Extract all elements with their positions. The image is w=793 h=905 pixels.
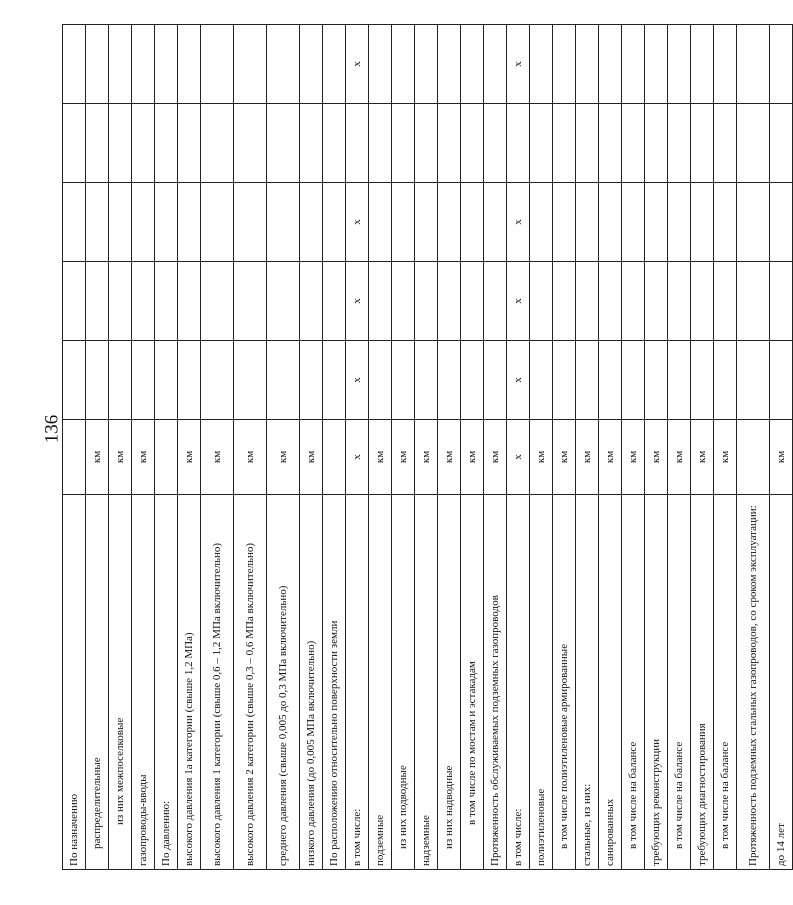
data-cell xyxy=(530,25,553,104)
data-cell xyxy=(369,183,392,262)
data-cell xyxy=(645,25,668,104)
data-cell xyxy=(201,104,234,183)
row-label: По назначению xyxy=(63,495,86,870)
data-cell xyxy=(599,183,622,262)
unit-cell: км xyxy=(530,420,553,495)
row-label: в том числе: xyxy=(346,495,369,870)
data-cell: х xyxy=(346,25,369,104)
data-cell xyxy=(507,104,530,183)
unit-cell: км xyxy=(109,420,132,495)
data-cell xyxy=(109,341,132,420)
data-cell xyxy=(178,25,201,104)
row-label: требующих реконструкции xyxy=(645,495,668,870)
data-cell: х xyxy=(346,341,369,420)
table-row xyxy=(691,25,714,870)
data-cell xyxy=(668,183,691,262)
row-label: санированных xyxy=(599,495,622,870)
unit-cell: км xyxy=(178,420,201,495)
data-cell xyxy=(86,183,109,262)
data-cell xyxy=(714,262,737,341)
data-cell xyxy=(599,104,622,183)
data-cell xyxy=(155,104,178,183)
data-cell xyxy=(668,25,691,104)
row-label: высокого давления 2 категории (свыше 0,3 – 0,6 МПа включительно) xyxy=(234,495,267,870)
data-cell xyxy=(178,183,201,262)
data-cell xyxy=(714,183,737,262)
row-label: среднего давления (свыше 0,005 до 0,3 МПа включительно) xyxy=(267,495,300,870)
row-label: Протяженность подземных стальных газопроводов, со сроком эксплуатации: xyxy=(737,495,770,870)
data-cell xyxy=(461,341,484,420)
unit-cell xyxy=(737,420,770,495)
table-row xyxy=(415,25,438,870)
data-cell xyxy=(691,341,714,420)
data-cell xyxy=(599,341,622,420)
data-cell xyxy=(323,104,346,183)
unit-cell: км xyxy=(461,420,484,495)
row-label: высокого давления 1а категории (свыше 1,2 МПа) xyxy=(178,495,201,870)
data-cell xyxy=(300,183,323,262)
table-row xyxy=(63,25,86,870)
data-cell xyxy=(234,25,267,104)
data-cell xyxy=(714,341,737,420)
data-cell xyxy=(234,104,267,183)
data-cell xyxy=(645,341,668,420)
row-label: из них надводные xyxy=(438,495,461,870)
data-cell xyxy=(132,262,155,341)
table-row xyxy=(234,25,267,870)
data-cell xyxy=(737,25,770,104)
unit-cell: км xyxy=(86,420,109,495)
data-cell xyxy=(415,104,438,183)
data-cell xyxy=(178,341,201,420)
row-label: По расположению относительно поверхности земли xyxy=(323,495,346,870)
data-cell xyxy=(86,262,109,341)
data-cell xyxy=(234,262,267,341)
data-cell xyxy=(461,262,484,341)
unit-cell xyxy=(63,420,86,495)
data-cell xyxy=(576,104,599,183)
data-cell xyxy=(599,25,622,104)
data-cell xyxy=(645,183,668,262)
table-row xyxy=(714,25,737,870)
row-label: требующих диагностирования xyxy=(691,495,714,870)
row-label: полиэтиленовые xyxy=(530,495,553,870)
unit-cell: км xyxy=(234,420,267,495)
table-row xyxy=(86,25,109,870)
data-cell xyxy=(63,25,86,104)
unit-cell: км xyxy=(201,420,234,495)
data-cell xyxy=(267,183,300,262)
data-cell xyxy=(392,262,415,341)
table-row xyxy=(323,25,346,870)
data-cell xyxy=(645,104,668,183)
row-label: в том числе на балансе xyxy=(668,495,691,870)
data-cell xyxy=(300,104,323,183)
data-cell xyxy=(369,341,392,420)
data-cell xyxy=(155,183,178,262)
data-cell xyxy=(369,25,392,104)
data-cell xyxy=(737,341,770,420)
data-cell xyxy=(323,183,346,262)
unit-cell: км xyxy=(668,420,691,495)
data-cell xyxy=(622,183,645,262)
data-cell xyxy=(737,183,770,262)
data-cell xyxy=(714,104,737,183)
data-cell xyxy=(622,341,645,420)
data-cell xyxy=(599,262,622,341)
data-cell xyxy=(323,25,346,104)
data-cell xyxy=(622,262,645,341)
table-row xyxy=(109,25,132,870)
unit-cell: км xyxy=(714,420,737,495)
data-cell xyxy=(438,262,461,341)
table-body xyxy=(63,25,793,870)
table-row xyxy=(346,25,369,870)
data-cell xyxy=(438,104,461,183)
data-cell xyxy=(484,183,507,262)
unit-cell: км xyxy=(622,420,645,495)
data-cell xyxy=(346,104,369,183)
data-cell xyxy=(415,341,438,420)
data-cell xyxy=(770,104,793,183)
page-number: 136 xyxy=(41,414,63,444)
row-label: Протяженность обслуживаемых подземных газопроводов xyxy=(484,495,507,870)
data-cell xyxy=(178,104,201,183)
table-row xyxy=(300,25,323,870)
data-cell xyxy=(553,25,576,104)
data-cell xyxy=(415,25,438,104)
table-row xyxy=(438,25,461,870)
table-row xyxy=(770,25,793,870)
data-cell xyxy=(668,104,691,183)
data-cell: х xyxy=(507,25,530,104)
data-cell xyxy=(267,341,300,420)
table-row xyxy=(668,25,691,870)
table-row xyxy=(645,25,668,870)
data-cell xyxy=(576,341,599,420)
data-cell xyxy=(63,183,86,262)
report-table xyxy=(62,24,793,870)
table-row xyxy=(155,25,178,870)
table-row xyxy=(576,25,599,870)
data-cell xyxy=(392,104,415,183)
data-cell xyxy=(553,183,576,262)
data-cell xyxy=(415,183,438,262)
data-cell xyxy=(691,104,714,183)
row-label: из них подводные xyxy=(392,495,415,870)
data-cell xyxy=(438,183,461,262)
table-row xyxy=(392,25,415,870)
row-label: По давлению: xyxy=(155,495,178,870)
data-cell xyxy=(553,104,576,183)
row-label: из них межпоселковые xyxy=(109,495,132,870)
data-cell: х xyxy=(507,262,530,341)
data-cell xyxy=(267,25,300,104)
data-cell xyxy=(63,104,86,183)
unit-cell: км xyxy=(132,420,155,495)
table-row xyxy=(507,25,530,870)
unit-cell: км xyxy=(645,420,668,495)
data-cell xyxy=(461,183,484,262)
data-cell xyxy=(392,25,415,104)
data-cell xyxy=(484,25,507,104)
data-cell: х xyxy=(346,262,369,341)
data-cell xyxy=(109,262,132,341)
data-cell xyxy=(392,183,415,262)
data-cell xyxy=(714,25,737,104)
data-cell xyxy=(668,341,691,420)
data-cell xyxy=(201,341,234,420)
data-cell: х xyxy=(507,183,530,262)
rotated-table-container xyxy=(62,25,787,870)
data-cell xyxy=(438,25,461,104)
row-label: высокого давления 1 категории (свыше 0,6 – 1,2 МПа включительно) xyxy=(201,495,234,870)
table-row xyxy=(530,25,553,870)
data-cell xyxy=(691,25,714,104)
data-cell xyxy=(86,104,109,183)
data-cell xyxy=(622,104,645,183)
row-label: в том числе на балансе xyxy=(714,495,737,870)
row-label: газопроводы-вводы xyxy=(132,495,155,870)
table-row xyxy=(201,25,234,870)
table-row xyxy=(267,25,300,870)
table-row xyxy=(599,25,622,870)
data-cell xyxy=(323,262,346,341)
data-cell xyxy=(267,262,300,341)
row-label: подземные xyxy=(369,495,392,870)
data-cell: х xyxy=(346,183,369,262)
data-cell xyxy=(178,262,201,341)
data-cell xyxy=(201,183,234,262)
data-cell xyxy=(576,183,599,262)
data-cell xyxy=(86,341,109,420)
data-cell xyxy=(737,104,770,183)
row-label: до 14 лет xyxy=(770,495,793,870)
data-cell xyxy=(576,262,599,341)
data-cell xyxy=(234,183,267,262)
unit-cell: км xyxy=(267,420,300,495)
unit-cell: км xyxy=(392,420,415,495)
data-cell xyxy=(155,25,178,104)
data-cell xyxy=(668,262,691,341)
unit-cell: км xyxy=(300,420,323,495)
unit-cell: км xyxy=(691,420,714,495)
row-label: в том числе по мостам и эстакадам xyxy=(461,495,484,870)
row-label: в том числе полиэтиленовые армированные xyxy=(553,495,576,870)
data-cell xyxy=(234,341,267,420)
data-cell xyxy=(553,341,576,420)
unit-cell: х xyxy=(346,420,369,495)
data-cell xyxy=(530,104,553,183)
data-cell xyxy=(369,262,392,341)
data-cell xyxy=(132,25,155,104)
table-row xyxy=(461,25,484,870)
table-row xyxy=(132,25,155,870)
row-label: стальные, из них: xyxy=(576,495,599,870)
unit-cell xyxy=(155,420,178,495)
data-cell xyxy=(622,25,645,104)
data-cell xyxy=(438,341,461,420)
data-cell xyxy=(267,104,300,183)
table-row xyxy=(484,25,507,870)
row-label: надземные xyxy=(415,495,438,870)
data-cell xyxy=(691,262,714,341)
data-cell xyxy=(415,262,438,341)
data-cell xyxy=(770,25,793,104)
data-cell xyxy=(109,104,132,183)
unit-cell: км xyxy=(484,420,507,495)
row-label: в том числе: xyxy=(507,495,530,870)
data-cell xyxy=(86,25,109,104)
data-cell xyxy=(109,25,132,104)
data-cell xyxy=(300,262,323,341)
data-cell xyxy=(737,262,770,341)
unit-cell xyxy=(323,420,346,495)
data-cell xyxy=(63,262,86,341)
data-cell xyxy=(484,104,507,183)
data-cell xyxy=(300,25,323,104)
data-cell xyxy=(201,25,234,104)
data-cell xyxy=(201,262,234,341)
unit-cell: х xyxy=(507,420,530,495)
data-cell xyxy=(484,341,507,420)
data-cell xyxy=(530,341,553,420)
data-cell xyxy=(155,341,178,420)
row-label: низкого давления (до 0,005 МПа включительно) xyxy=(300,495,323,870)
data-cell xyxy=(132,341,155,420)
table-row xyxy=(622,25,645,870)
data-cell xyxy=(691,183,714,262)
unit-cell: км xyxy=(415,420,438,495)
unit-cell: км xyxy=(369,420,392,495)
data-cell xyxy=(109,183,132,262)
data-cell xyxy=(461,25,484,104)
table-row xyxy=(178,25,201,870)
data-cell xyxy=(530,262,553,341)
data-cell xyxy=(530,183,553,262)
data-cell xyxy=(323,341,346,420)
table-row xyxy=(553,25,576,870)
data-cell xyxy=(132,183,155,262)
data-cell xyxy=(461,104,484,183)
table-row xyxy=(737,25,770,870)
unit-cell: км xyxy=(770,420,793,495)
data-cell xyxy=(300,341,323,420)
data-cell: х xyxy=(507,341,530,420)
data-cell xyxy=(576,25,599,104)
unit-cell: км xyxy=(576,420,599,495)
data-cell xyxy=(392,341,415,420)
row-label: в том числе на балансе xyxy=(622,495,645,870)
table-row xyxy=(369,25,392,870)
data-cell xyxy=(369,104,392,183)
data-cell xyxy=(770,183,793,262)
data-cell xyxy=(770,341,793,420)
unit-cell: км xyxy=(553,420,576,495)
unit-cell: км xyxy=(599,420,622,495)
data-cell xyxy=(155,262,178,341)
data-cell xyxy=(484,262,507,341)
data-cell xyxy=(645,262,668,341)
data-cell xyxy=(132,104,155,183)
data-cell xyxy=(63,341,86,420)
row-label: распределительные xyxy=(86,495,109,870)
data-cell xyxy=(553,262,576,341)
data-cell xyxy=(770,262,793,341)
unit-cell: км xyxy=(438,420,461,495)
